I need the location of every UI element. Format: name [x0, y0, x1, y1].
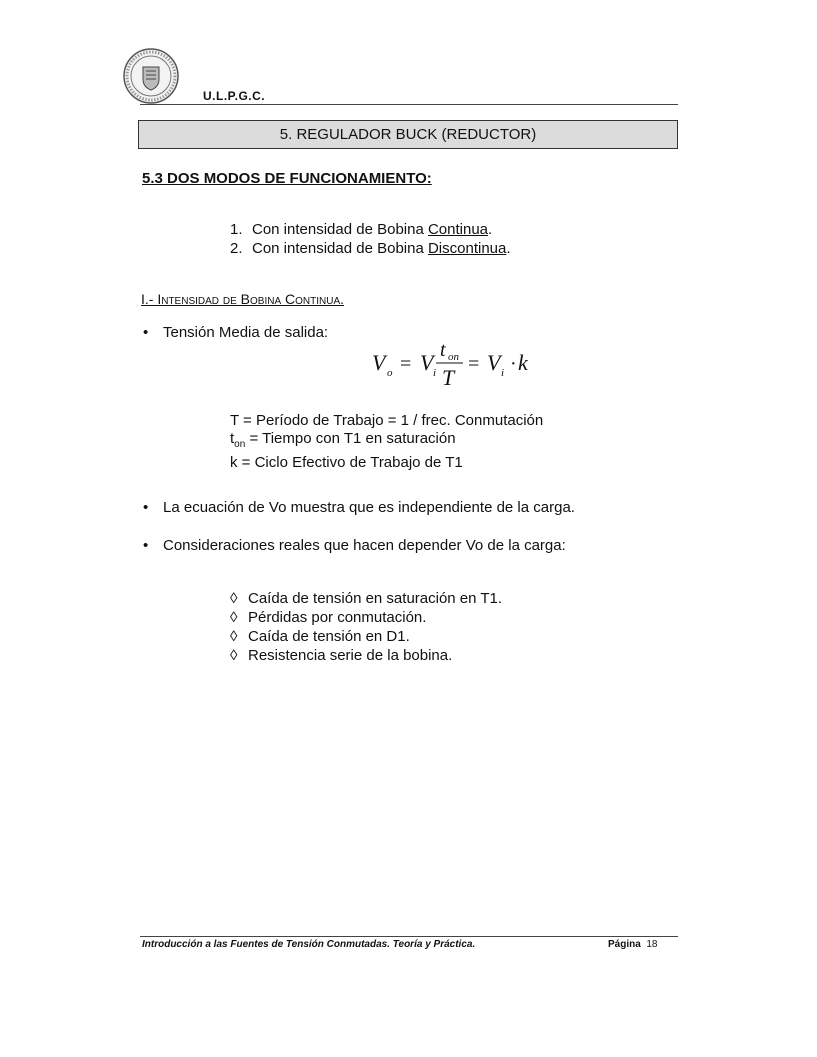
subsection-heading: I.- Intensidad de Bobina Continua. — [141, 291, 345, 307]
page-number: Página 18 — [608, 939, 658, 950]
variable-definitions — [230, 412, 543, 472]
university-seal-icon — [122, 47, 180, 105]
svg-text:·: · — [510, 353, 517, 375]
output-voltage-formula — [370, 336, 540, 392]
chapter-title-text: 5. REGULADOR BUCK (REDUCTOR) — [279, 126, 537, 143]
svg-text:V: V — [487, 350, 501, 375]
svg-text:on: on — [448, 351, 459, 363]
svg-text:=: = — [400, 353, 412, 375]
list-item: ◊ Caída de tensión en D1. — [230, 628, 410, 645]
svg-text:T: T — [442, 365, 455, 390]
diamond-icon: ◊ — [230, 628, 238, 645]
svg-text:V: V — [420, 350, 434, 375]
footer-rule — [140, 936, 678, 937]
svg-text:k: k — [518, 350, 528, 375]
list-item: ◊ Resistencia serie de la bobina. — [230, 647, 453, 664]
svg-text:t: t — [440, 339, 446, 361]
definition-period: T = Período de Trabajo = 1 / frec. Conmutación — [230, 412, 544, 429]
diamond-icon: ◊ — [230, 609, 238, 626]
list-item: 1. Con intensidad de Bobina Continua. — [230, 221, 493, 238]
organization-name: U.L.P.G.C. — [203, 89, 266, 103]
diamond-icon: ◊ — [230, 647, 238, 664]
list-item: • Tensión Media de salida: — [143, 324, 329, 341]
chapter-title — [138, 120, 678, 149]
definition-duty-cycle: k = Ciclo Efectivo de Trabajo de T1 — [230, 454, 463, 471]
mode-list — [230, 220, 511, 258]
svg-text:o: o — [387, 367, 393, 379]
svg-text:i: i — [433, 367, 437, 379]
diamond-icon: ◊ — [230, 590, 238, 607]
list-item: ◊ Caída de tensión en saturación en T1. — [230, 590, 503, 607]
list-item: 2. Con intensidad de Bobina Discontinua. — [230, 240, 511, 257]
section-heading: 5.3 DOS MODOS DE FUNCIONAMIENTO: — [142, 170, 432, 187]
svg-text:i: i — [501, 367, 505, 379]
list-item: • Consideraciones reales que hacen depender Vo de la carga: — [143, 537, 566, 554]
real-factors-list — [230, 589, 502, 665]
svg-text:=: = — [468, 353, 480, 375]
list-item: • La ecuación de Vo muestra que es independiente de la carga. — [143, 499, 575, 516]
list-item: ◊ Pérdidas por conmutación. — [230, 609, 427, 626]
footer-title: Introducción a las Fuentes de Tensión Conmutadas. Teoría y Práctica. — [142, 939, 476, 950]
svg-text:V: V — [372, 350, 386, 375]
header-rule — [140, 104, 678, 105]
definition-ton: $t_{on}$ = Tiempo con T1 en saturación — [230, 430, 456, 450]
